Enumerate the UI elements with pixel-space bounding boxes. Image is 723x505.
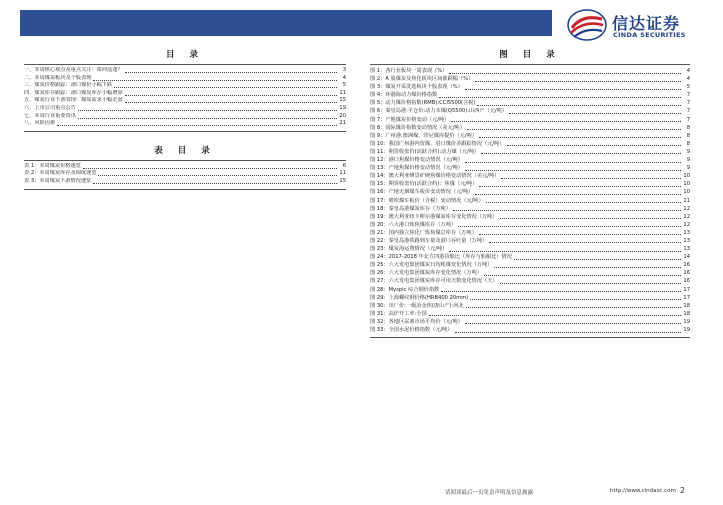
toc-entry[interactable] xyxy=(24,163,346,171)
toc-leader-dots xyxy=(479,234,681,235)
toc-leader-dots xyxy=(93,80,337,81)
toc-entry[interactable] xyxy=(370,164,690,172)
toc-entry-page: 13 xyxy=(683,229,690,236)
toc-entry-label: 图 26：六大发电集团煤炭库存变化情况（万吨） xyxy=(370,270,483,277)
toc-entry-label: 图 8：国际煤价指数变动情况（美元/吨） xyxy=(370,124,465,131)
toc-entry[interactable] xyxy=(370,269,690,277)
toc-leader-dots xyxy=(475,81,681,82)
toc-entry[interactable] xyxy=(370,245,690,253)
toc-entry-page: 6 xyxy=(342,162,346,169)
toc-leader-dots xyxy=(509,113,681,114)
toc-entry-page: 10 xyxy=(683,181,690,188)
toc-entry[interactable] xyxy=(370,294,690,302)
contents-rule-bottom xyxy=(24,131,346,132)
toc-entry-page: 9 xyxy=(686,165,690,172)
toc-entry-label: 图 14：澳大利亚峰景矿硬焦煤价格变动情况（美元/吨） xyxy=(370,173,500,180)
toc-entry[interactable] xyxy=(24,113,346,121)
toc-entry-page: 10 xyxy=(683,173,690,180)
toc-leader-dots xyxy=(78,110,337,111)
toc-leader-dots xyxy=(489,242,681,243)
toc-entry-page: 17 xyxy=(683,286,690,293)
toc-entry-label: 六、上市公司重点公告 xyxy=(24,104,76,111)
toc-entry-page: 11 xyxy=(339,89,346,96)
toc-leader-dots xyxy=(465,170,681,171)
toc-entry[interactable] xyxy=(370,205,690,213)
figures-rule-top xyxy=(370,64,690,65)
toc-entry-page: 7 xyxy=(686,100,690,107)
toc-entry-label: 图 28：Myspic 综合钢价指数 xyxy=(370,286,440,293)
toc-leader-dots xyxy=(57,125,337,126)
toc-entry[interactable] xyxy=(370,180,690,188)
toc-entry-label: 图 4：环渤海动力煤价格指数 xyxy=(370,92,438,99)
toc-entry-label: 图 1：各行业板块一周表现（%） xyxy=(370,68,448,74)
toc-entry-page: 16 xyxy=(683,270,690,277)
toc-leader-dots xyxy=(455,332,681,333)
toc-entry-page: 18 xyxy=(683,310,690,317)
toc-entry-page: 20 xyxy=(339,112,346,119)
toc-entry[interactable] xyxy=(24,178,346,186)
right-column xyxy=(370,50,690,340)
toc-entry-page: 17 xyxy=(683,294,690,301)
toc-entry[interactable] xyxy=(370,116,690,124)
toc-leader-dots xyxy=(453,210,681,211)
toc-entry[interactable] xyxy=(370,286,690,294)
toc-entry-label: 图 16：产地无烟煤车板价变动情况（元/吨） xyxy=(370,189,474,196)
toc-entry-label: 图 27：六大发电集团煤炭库存可用天数变化情况（天） xyxy=(370,278,498,285)
toc-leader-dots xyxy=(114,87,337,88)
footer-url[interactable]: http://www.cindasc.com xyxy=(610,488,676,494)
toc-leader-dots xyxy=(477,105,681,106)
toc-entry-label: 图 23：煤炭海运费情况（元/吨） xyxy=(370,246,448,253)
toc-entry-label: 图 15：期货收盘价(活跃合约)：焦煤（元/吨） xyxy=(370,181,478,188)
toc-entry[interactable] xyxy=(370,124,690,132)
toc-entry-page: 12 xyxy=(683,213,690,220)
toc-leader-dots xyxy=(479,186,681,187)
figures-title: 图 目 录 xyxy=(499,50,561,60)
toc-entry[interactable] xyxy=(370,326,690,334)
toc-leader-dots xyxy=(93,183,337,184)
toc-entry-label: 三、煤炭价格跟踪：港口煤价小幅下跌 xyxy=(24,82,113,89)
toc-leader-dots xyxy=(429,315,681,316)
toc-entry-label: 图 5：动力煤价格指数(RMB):CCI5500(含税) xyxy=(370,100,476,107)
toc-entry-label: 图 11：期货收盘价(活跃合约):动力煤（元/吨） xyxy=(370,148,480,155)
toc-entry-page: 12 xyxy=(683,221,690,228)
left-column xyxy=(24,50,346,192)
toc-entry-page: 7 xyxy=(686,116,690,123)
toc-entry[interactable] xyxy=(370,132,690,140)
toc-leader-dots xyxy=(481,153,681,154)
toc-entry-label: 图 31：高炉开工率:全国 xyxy=(370,310,427,317)
toc-entry[interactable] xyxy=(370,261,690,269)
toc-entry-page: 4 xyxy=(686,76,690,83)
toc-entry-label: 图 12：港口焦煤价格变动情况（元/吨） xyxy=(370,157,463,164)
toc-entry-label: 图 21：国内独立焦化厂炼焦煤总库存（万吨） xyxy=(370,229,477,236)
toc-entry-label: 图 6：秦皇岛港:平仓价:动力末煤(Q5500):山西产（元/吨） xyxy=(370,108,508,115)
header-bar xyxy=(20,10,552,36)
toc-entry[interactable] xyxy=(24,105,346,113)
figures-list xyxy=(370,67,690,334)
toc-leader-dots xyxy=(475,194,681,195)
toc-leader-dots xyxy=(500,283,681,284)
toc-entry-label: 表 2：本周煤炭库存及调度速览 xyxy=(24,170,97,177)
toc-entry-page: 15 xyxy=(339,177,346,184)
toc-entry-page: 8 xyxy=(686,140,690,147)
tables-block xyxy=(24,146,346,190)
toc-entry[interactable] xyxy=(370,156,690,164)
toc-entry-page: 8 xyxy=(686,124,690,131)
cinda-logo-icon xyxy=(566,8,608,42)
cinda-logo xyxy=(566,6,716,44)
toc-leader-dots xyxy=(465,89,681,90)
toc-entry-page: 19 xyxy=(339,104,346,111)
toc-leader-dots xyxy=(465,323,681,324)
toc-entry[interactable] xyxy=(370,107,690,115)
toc-entry-label: 图 10：我国广州港内贸煤、进口煤价差跟踪情况（元/吨） xyxy=(370,140,505,147)
toc-entry-label: 一、本周核心观点及重点关注：课何适逢？ xyxy=(24,67,123,73)
toc-entry[interactable] xyxy=(24,170,346,178)
toc-entry-page: 13 xyxy=(683,237,690,244)
toc-leader-dots xyxy=(439,97,681,98)
toc-entry-label: 图 24：2017-2018 年北方四港货船比（库存与船舶比）情况 xyxy=(370,254,512,261)
toc-entry-page: 5 xyxy=(686,84,690,91)
toc-leader-dots xyxy=(441,291,681,292)
toc-leader-dots xyxy=(125,95,337,96)
toc-entry-page: 7 xyxy=(686,108,690,115)
toc-entry[interactable] xyxy=(370,229,690,237)
toc-entry[interactable] xyxy=(24,120,346,128)
toc-entry-label: 四、煤炭库存跟踪：港口煤炭库存小幅增加 xyxy=(24,89,123,96)
toc-leader-dots xyxy=(465,162,681,163)
logo-text-en: CINDA SECURITIES xyxy=(613,31,686,39)
toc-entry-label: 图 9：广州港:澳洲煤、印尼煤库提价（元/吨） xyxy=(370,132,478,139)
toc-entry[interactable] xyxy=(370,91,690,99)
toc-entry[interactable] xyxy=(24,75,346,83)
toc-leader-dots xyxy=(78,118,337,119)
toc-entry[interactable] xyxy=(370,75,690,83)
toc-entry-label: 图 18：秦皇岛港煤炭库存（万吨） xyxy=(370,205,451,212)
toc-entry[interactable] xyxy=(370,221,690,229)
toc-entry-page: 7 xyxy=(686,92,690,99)
tables-rule-bottom xyxy=(24,189,346,190)
toc-leader-dots xyxy=(466,307,681,308)
toc-entry-page: 4 xyxy=(686,68,690,74)
toc-entry-label: 图 7：产地煤炭价格变动（元/吨） xyxy=(370,116,450,123)
toc-entry[interactable] xyxy=(24,67,346,75)
toc-entry-label: 图 32：各地区尿素市场平均价（元/吨） xyxy=(370,318,463,325)
toc-entry-label: 二、本周煤炭板块及个股表现 xyxy=(24,74,92,81)
toc-entry-label: 表 1：本周煤炭价格速览 xyxy=(24,162,81,169)
toc-entry-label: 图 17：喷吹煤车板价（含税）变动情况（元/吨） xyxy=(370,197,484,204)
toc-entry-label: 图 29：上海螺纹钢价格(HRB400 20mm) xyxy=(370,294,469,301)
toc-entry-page: 21 xyxy=(339,120,346,127)
toc-entry[interactable] xyxy=(24,90,346,98)
toc-entry[interactable] xyxy=(370,188,690,196)
toc-entry-page: 9 xyxy=(686,157,690,164)
tables-title: 表 目 录 xyxy=(154,145,216,156)
toc-entry-label: 表 3：本周煤炭下游情况速览 xyxy=(24,177,92,184)
toc-leader-dots xyxy=(514,259,681,260)
toc-entry[interactable] xyxy=(24,97,346,105)
toc-leader-dots xyxy=(449,73,681,74)
toc-leader-dots xyxy=(467,129,681,130)
toc-entry-label: 图 33：全国水泥价格指数（元/吨） xyxy=(370,327,453,333)
toc-entry[interactable] xyxy=(370,172,690,180)
tables-list xyxy=(24,163,346,186)
toc-entry-page: 16 xyxy=(683,278,690,285)
toc-entry-label: 八、风险因素 xyxy=(24,120,56,127)
toc-entry-page: 15 xyxy=(339,97,346,104)
toc-entry-label: 图 3：煤炭开采洗选板块个股表现（%） xyxy=(370,84,463,91)
footer xyxy=(0,486,723,498)
toc-leader-dots xyxy=(486,202,681,203)
toc-entry[interactable] xyxy=(370,310,690,318)
toc-entry-page: 5 xyxy=(342,82,346,89)
toc-entry-label: 图 25：六大发电集团煤炭日均耗煤变化情况（万吨） xyxy=(370,262,493,269)
toc-leader-dots xyxy=(470,299,681,300)
toc-entry[interactable] xyxy=(370,83,690,91)
toc-entry-page: 3 xyxy=(342,67,346,73)
toc-entry[interactable] xyxy=(370,140,690,148)
contents-title: 目 录 xyxy=(166,50,204,60)
toc-entry[interactable] xyxy=(370,318,690,326)
toc-entry-page: 11 xyxy=(683,197,690,204)
toc-entry[interactable] xyxy=(370,302,690,310)
toc-entry-page: 19 xyxy=(683,318,690,325)
tables-rule-top xyxy=(24,160,346,161)
toc-entry[interactable] xyxy=(370,67,690,75)
toc-entry[interactable] xyxy=(370,213,690,221)
toc-leader-dots xyxy=(507,145,682,146)
toc-leader-dots xyxy=(501,178,681,179)
toc-entry-page: 18 xyxy=(683,302,690,309)
toc-entry-page: 13 xyxy=(683,246,690,253)
toc-entry-page: 14 xyxy=(683,254,690,261)
toc-entry[interactable] xyxy=(370,99,690,107)
toc-leader-dots xyxy=(451,121,681,122)
toc-entry[interactable] xyxy=(370,277,690,285)
toc-entry-label: 七、本周行业重要资讯 xyxy=(24,112,76,119)
toc-leader-dots xyxy=(125,72,337,73)
toc-entry-page: 16 xyxy=(683,262,690,269)
toc-leader-dots xyxy=(500,218,681,219)
toc-entry-page: 9 xyxy=(686,148,690,155)
toc-leader-dots xyxy=(449,251,681,252)
toc-entry-label: 图 19：澳大利亚纽卡斯尔港煤炭库存变化情况（万吨） xyxy=(370,213,498,220)
toc-entry[interactable] xyxy=(370,148,690,156)
toc-entry-label: 图 22：秦皇岛港铁路到车量及港口吞吐量（万吨） xyxy=(370,237,488,244)
footer-disclaimer: 请阅读最后一页免责声明及信息披露 xyxy=(445,490,534,496)
toc-entry-label: 五、煤炭行业下游表现：煤炭需求小幅走弱 xyxy=(24,97,123,104)
toc-leader-dots xyxy=(98,175,337,176)
logo-text-cn: 信达证券 xyxy=(612,14,681,33)
toc-leader-dots xyxy=(479,137,681,138)
toc-entry-page: 8 xyxy=(686,132,690,139)
toc-entry-label: 图 30：出厂价:一级冶金焦(唐山产):河北 xyxy=(370,302,464,309)
toc-entry[interactable] xyxy=(24,82,346,90)
toc-entry-page: 4 xyxy=(342,74,346,81)
toc-leader-dots xyxy=(484,275,681,276)
contents-rule-top xyxy=(24,64,346,65)
toc-entry-label: 图 20：六大港口炼焦煤库存（万吨） xyxy=(370,221,457,228)
toc-leader-dots xyxy=(458,226,681,227)
toc-entry[interactable] xyxy=(370,197,690,205)
page-number: 2 xyxy=(680,486,686,495)
figures-rule-bottom xyxy=(370,337,690,338)
toc-entry-label: 图 13：产地焦煤价格变动情况（元/吨） xyxy=(370,165,463,172)
toc-leader-dots xyxy=(125,102,337,103)
toc-entry[interactable] xyxy=(370,253,690,261)
toc-entry-page: 19 xyxy=(683,327,690,333)
contents-list xyxy=(24,67,346,128)
toc-entry-page: 12 xyxy=(683,205,690,212)
toc-leader-dots xyxy=(494,267,681,268)
toc-entry-page: 11 xyxy=(339,170,346,177)
toc-entry-label: 图 2：A 股煤炭及焦化板块区间涨跌幅（%） xyxy=(370,76,474,83)
toc-leader-dots xyxy=(83,168,337,169)
toc-entry[interactable] xyxy=(370,237,690,245)
toc-entry-page: 10 xyxy=(683,189,690,196)
